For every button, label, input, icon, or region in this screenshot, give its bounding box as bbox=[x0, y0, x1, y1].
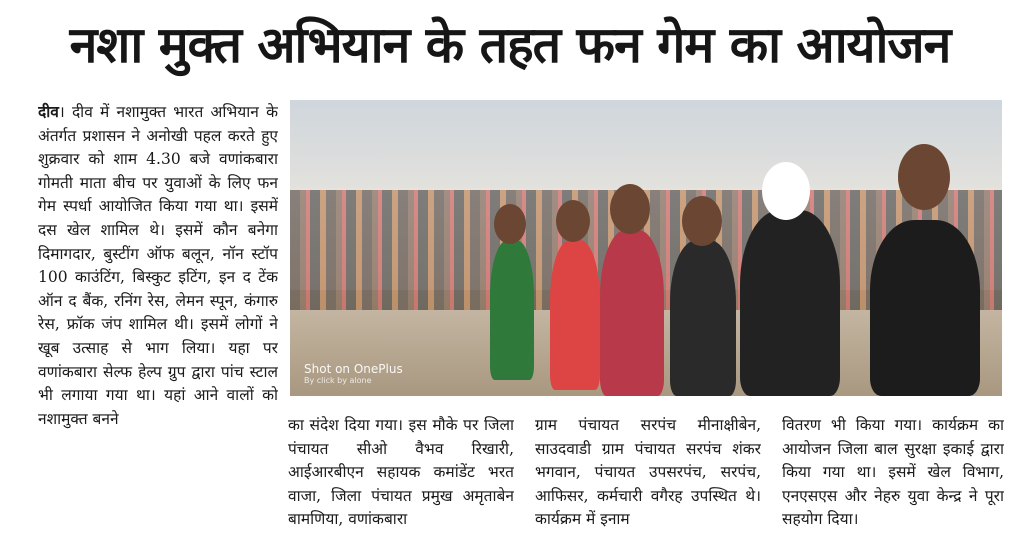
photo-head bbox=[556, 200, 590, 242]
photo-watermark bbox=[304, 362, 403, 386]
headline: नशा मुक्त अभियान के तहत फन गेम का आयोजन bbox=[69, 16, 951, 74]
dateline: दीव bbox=[38, 102, 59, 121]
article-column-3: ग्राम पंचायत सरपंच मीनाक्षीबेन, साउदवाडी ग्राम पंचायत सरपंच शंकर भगवान, पंचायत उपसरपंच, सरपंच, आफिसर, कर्मचारी वगैरह उपस्थित थे। कार्यक्रम में इनाम bbox=[535, 416, 761, 529]
photo-person bbox=[550, 240, 600, 390]
photo-head bbox=[682, 196, 722, 246]
photo-head bbox=[494, 204, 526, 244]
photo-head bbox=[610, 184, 650, 234]
photo-sky bbox=[290, 100, 1002, 188]
photo-person bbox=[490, 240, 534, 380]
article-column-1 bbox=[38, 100, 278, 550]
article-column-4: वितरण भी किया गया। कार्यक्रम का आयोजन जिला बाल सुरक्षा इकाई द्वारा किया गया था। इसमें खेल विभाग, एनएसएस और नेहरु युवा केन्द्र ने पूरा सहयोग दिया। bbox=[782, 416, 1004, 529]
watermark-main: Shot on OnePlus bbox=[304, 362, 403, 376]
photo-person bbox=[600, 230, 664, 396]
photo-head bbox=[762, 162, 810, 220]
photo-head bbox=[898, 144, 950, 210]
news-photo bbox=[290, 100, 1002, 396]
photo-person bbox=[670, 240, 736, 396]
watermark-sub: By click by alone bbox=[304, 376, 372, 385]
photo-person bbox=[870, 220, 980, 396]
photo-person bbox=[740, 210, 840, 396]
article-column-2: का संदेश दिया गया। इस मौके पर जिला पंचायत सीओ वैभव रिखारी, आईआरबीएन सहायक कमांडेंट भरत वाजा, जिला पंचायत प्रमुख अमृताबेन बामणिया, वणांकबारा bbox=[288, 416, 514, 529]
column-1-text: । दीव में नशामुक्त भारत अभियान के अंतर्गत प्रशासन ने अनोखी पहल करते हुए शुक्रवार को शाम 4.30 बजे वणांकबारा गोमती माता बीच पर युवाओं के लिए फन गेम स्पर्धा आयोजित किया गया था। इसमें दस खेल शामिल थे। इसमें कौन बनेगा दिमागदार, बुस्टींग ऑफ बलून, नॉन स्टॉप 100 काउंटिंग, बिस्कुट इटिंग, इन द टेंक ऑन द बैंक, रनिंग रेस, लेमन स्पून, कंगारु रेस, फ्रॉक जंप शामिल थी। इसमें लोगों ने खूब उत्साह से भाग लिया। यहा पर वणांकबारा सेल्फ हेल्प ग्रुप द्वारा पांच स्टाल भी लगाया गया था। यहां आने वालों को नशामुक्त बनने bbox=[38, 103, 278, 428]
